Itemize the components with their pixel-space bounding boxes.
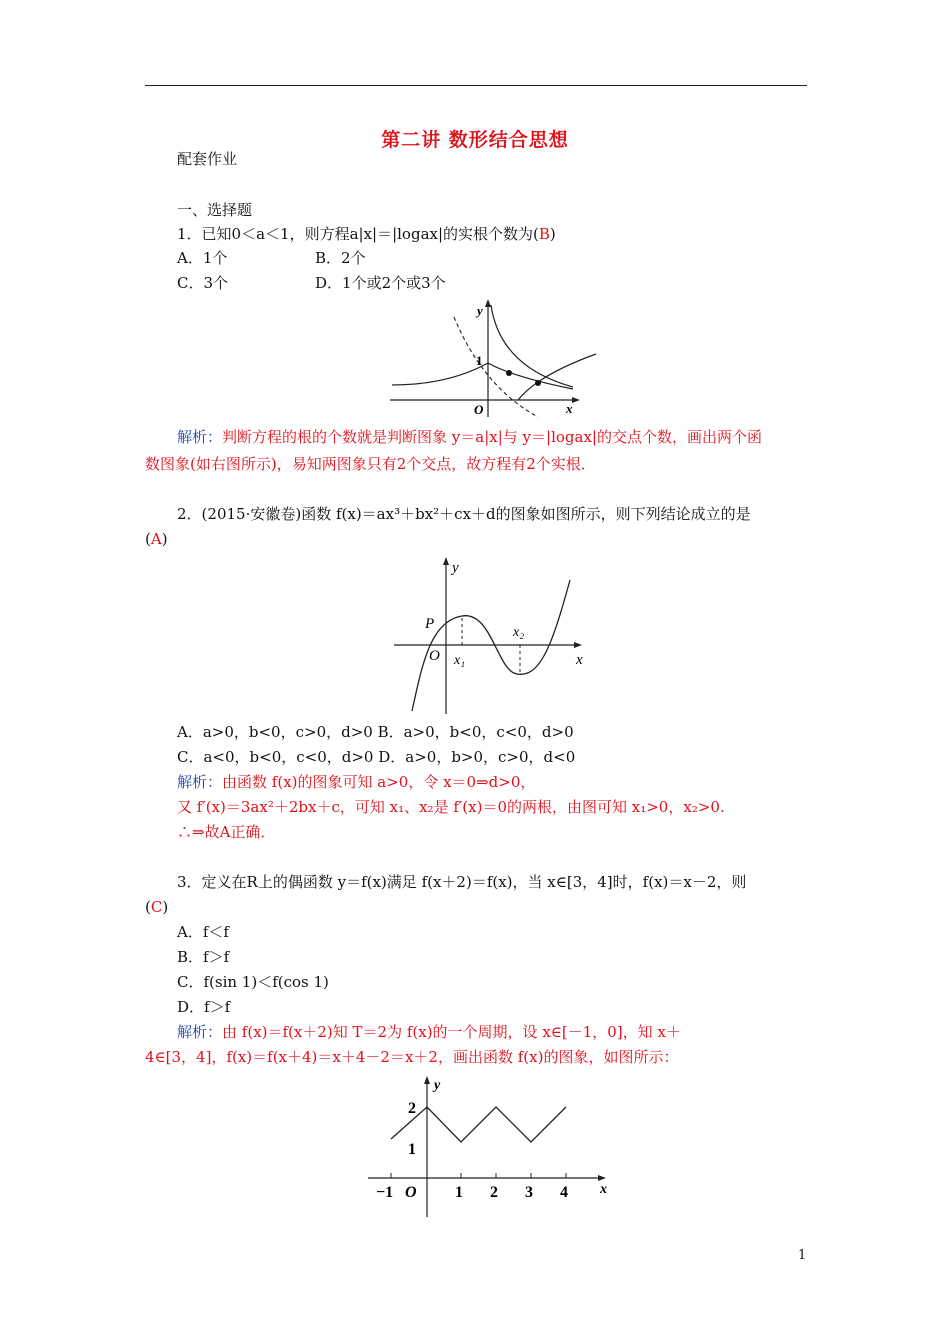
q3-y-arrow: [424, 1076, 430, 1084]
q3-tick-label: 1: [455, 1184, 463, 1201]
q1-stem: [177, 224, 556, 244]
q3-label-x: x: [600, 1182, 607, 1197]
q2-x-arrow: [574, 642, 582, 648]
q3-analysis-line2: 4∈[3，4]，f(x)＝f(x＋4)＝x＋4－2＝x＋2，画出函数 f(x)的图象，如图所示：: [145, 1048, 679, 1066]
q1-label-origin: O: [474, 402, 484, 417]
q3-tick-label: 3: [525, 1184, 533, 1201]
q1-analysis-line1: [177, 427, 762, 447]
q2-label-x2: x₂: [513, 625, 525, 640]
q3-option-d: D．f＞f: [177, 998, 231, 1016]
page-title: 第二讲 数形结合思想: [381, 129, 569, 151]
q2-answer-close: ): [161, 530, 168, 548]
q3-label-two: 2: [408, 1100, 416, 1117]
subtitle: 配套作业: [177, 150, 238, 168]
q3-answer-line: [145, 897, 168, 917]
q2-analysis-line1: [177, 772, 535, 792]
q2-analysis-line3: ∴⇒故A正确．: [177, 823, 276, 841]
q2-answer-open: (: [145, 530, 151, 548]
q3-option-a: A．f＜f: [177, 923, 229, 941]
q1-intersection-1: [506, 370, 512, 376]
q1-intersection-2: [535, 380, 541, 386]
q3-answer-open: (: [145, 898, 151, 916]
q3-label-one: 1: [408, 1141, 416, 1158]
q1-option-d: D．1个或2个或3个: [315, 274, 446, 292]
q1-y-arrow: [485, 299, 491, 307]
q3-answer-close: ): [162, 898, 169, 916]
q2-analysis-line2: 又 f′(x)＝3ax²＋2bx＋c，可知 x₁、x₂是 f′(x)＝0的两根，由图可知 x₁>0，x₂>0.: [177, 798, 725, 816]
q1-curve-exp: [392, 363, 573, 389]
q3-tick-label: 2: [490, 1184, 498, 1201]
q1-analysis-text1: 判断方程的根的个数就是判断图象 y＝a|x|与 y＝|logax|的交点个数，画出两个函: [222, 428, 762, 446]
q1-answer-close: ): [549, 225, 556, 243]
q3-analysis-label: 解析：: [177, 1023, 223, 1041]
q1-label-x: x: [566, 401, 573, 416]
q2-analysis-text1: 由函数 f(x)的图象可知 a>0，令 x＝0⇒d>0，: [222, 773, 536, 791]
page-number: 1: [798, 1248, 807, 1263]
q3-label-origin: O: [405, 1184, 417, 1201]
q2-y-arrow: [443, 557, 449, 565]
q2-analysis-label: 解析：: [177, 773, 223, 791]
q1-figure: [388, 297, 603, 419]
q2-label-p: P: [425, 616, 435, 632]
q3-answer: C: [150, 898, 163, 916]
q3-figure: [366, 1075, 616, 1220]
q1-stem-text: 1．已知0＜a＜1，则方程a|x|＝|logax|的实根个数为(: [177, 225, 539, 243]
q3-option-c: C．f(sin 1)＜f(cos 1): [177, 973, 329, 991]
q1-option-a: A．1个: [177, 249, 228, 267]
header-rule: [145, 85, 807, 86]
q1-label-y: y: [477, 303, 483, 318]
q1-curve-log-right: [518, 354, 596, 400]
q1-x-arrow: [572, 397, 580, 403]
q1-option-c: C．3个: [177, 274, 229, 292]
q1-option-b: B．2个: [315, 249, 366, 267]
q3-label-y: y: [434, 1078, 441, 1093]
q2-answer-line: [145, 529, 168, 549]
q3-x-arrow: [598, 1175, 606, 1181]
q2-options-row2: C．a<0，b<0，c<0，d>0 D．a>0，b>0，c>0，d<0: [177, 748, 576, 766]
q2-figure: [392, 556, 592, 716]
section-heading: 一、选择题: [177, 201, 253, 219]
q1-analysis-line2: 数图象(如右图所示)，易知两图象只有2个交点，故方程有2个实根．: [145, 455, 596, 473]
q2-stem: 2．(2015·安徽卷)函数 f(x)＝ax³＋bx²＋cx＋d的图象如图所示，则下列结论成立的是: [177, 505, 751, 523]
q2-label-y: y: [452, 560, 459, 576]
q1-curve-log-left: [491, 305, 573, 387]
q3-option-b: B．f＞f: [177, 948, 230, 966]
q3-tick-label: −1: [376, 1184, 394, 1201]
q3-graph: [391, 1107, 566, 1142]
q2-options-row1: A．a>0，b<0，c>0，d>0 B．a>0，b<0，c<0，d>0: [177, 723, 574, 741]
q2-label-origin: O: [429, 648, 440, 664]
q2-answer: A: [150, 530, 162, 548]
q2-label-x: x: [576, 652, 583, 668]
q3-analysis-line1: [177, 1022, 681, 1042]
q1-analysis-label: 解析：: [177, 428, 223, 446]
q1-label-one: 1: [476, 353, 483, 368]
q3-tick-label: 4: [560, 1184, 568, 1201]
q2-label-x1: x₁: [454, 653, 466, 668]
q1-answer: B: [538, 225, 550, 243]
q3-stem: 3．定义在R上的偶函数 y＝f(x)满足 f(x＋2)＝f(x)，当 x∈[3，4]时，f(x)＝x－2，则: [177, 873, 747, 891]
q3-analysis-text1: 由 f(x)＝f(x＋2)知 T＝2为 f(x)的一个周期，设 x∈[－1，0]，知 x＋: [222, 1023, 681, 1041]
